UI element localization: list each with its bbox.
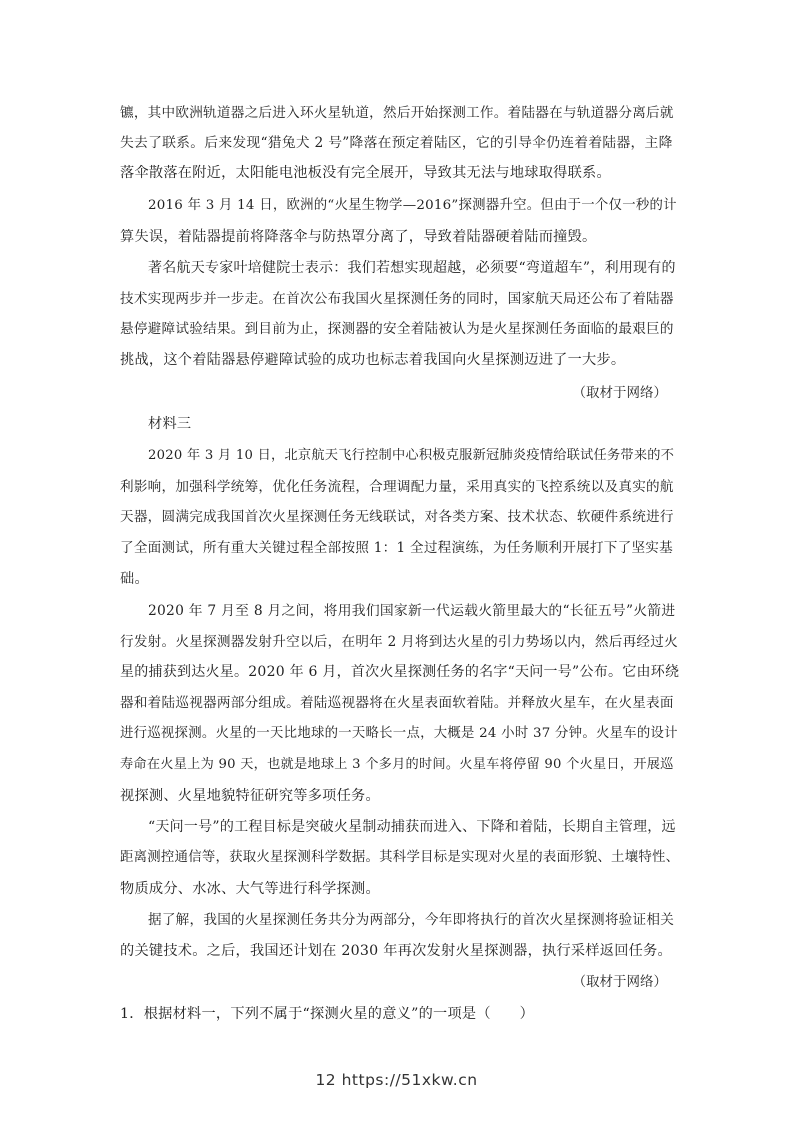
paragraph-line: 技术实现两步并一步走。在首次公布我国火星探测任务的同时，国家航天局还公布了着陆器: [120, 291, 674, 307]
paragraph-line: 挑战，这个着陆器悬停避障试验的成功也标志着我国向火星探测迈进了一大步。: [120, 352, 626, 368]
paragraph-line: 利影响，加强科学统筹，优化任务流程，合理调配力量，采用真实的飞控系统以及真实的航: [120, 479, 674, 495]
paragraph-line: 天器，圆满完成我国首次火星探测任务无线联试，对各类方案、技术状态、软硬件系统进行: [120, 509, 674, 525]
paragraph-line: 悬停避障试验结果。到目前为止，探测器的安全着陆被认为是火星探测任务面临的最艰巨的: [120, 321, 674, 337]
paragraph-line: 据了解，我国的火星探测任务共分为两部分，今年即将执行的首次火星探测将验证相关: [148, 912, 675, 928]
paragraph-line: 距离测控通信等，获取火星探测科学数据。其科学目标是实现对火星的表面形貌、土壤特性、: [120, 850, 680, 865]
paragraph-line: 算失误，着陆器提前将降落伞与防热罩分离了，导致着陆器硬着陆而撞毁。: [120, 229, 597, 245]
paragraph-line: 2020 年 7 月至 8 月之间，将用我们国家新一代运载火箭里最大的“长征五号”火箭进: [148, 603, 676, 619]
source-note: （取材于网络）: [572, 974, 667, 990]
paragraph-line: 进行巡视探测。火星的一天比地球的一天略长一点，大概是 24 小时 37 分钟。火星车的设计: [120, 726, 678, 741]
paragraph-line: 了全面测试，所有重大关键过程全部按照 1：1 全过程演练，为任务顺利开展打下了坚实基: [120, 540, 673, 556]
source-note: （取材于网络）: [572, 385, 667, 401]
paragraph-line: 星的捕获到达火星。2020 年 6 月，首次火星探测任务的名字“天问一号”公布。它由环绕: [120, 664, 680, 680]
paragraph-line: 的关键技术。之后，我国还计划在 2030 年再次发射火星探测器，执行采样返回任务。: [120, 943, 672, 959]
paragraph-line: “天问一号”的工程目标是突破火星制动捕获而进入、下降和着陆，长期自主管理，远: [148, 819, 676, 835]
paragraph-line: 落伞散落在附近，太阳能电池板没有完全展开，导致其无法与地球取得联系。: [120, 165, 611, 181]
paragraph-line: 视探测、火星地貌特征研究等多项任务。: [120, 788, 380, 804]
paragraph-line: 础。: [120, 571, 149, 587]
section-title: 材料三: [148, 416, 192, 432]
paragraph-line: 镳，其中欧洲轨道器之后进入环火星轨道，然后开始探测工作。着陆器在与轨道器分离后就: [120, 105, 674, 121]
paragraph-line: 行发射。火星探测器发射升空以后，在明年 2 月将到达火星的引力势场以内，然后再经过火: [120, 634, 678, 650]
paragraph-line: 器和着陆巡视器两部分组成。着陆巡视器将在火星表面软着陆。并释放火星车，在火星表面: [120, 695, 674, 711]
page-footer: 12 https://51xkw.cn: [315, 1071, 478, 1089]
paragraph-line: 2020 年 3 月 10 日，北京航天飞行控制中心积极克服新冠肺炎疫情给联试任务带来的不: [148, 448, 675, 463]
question-text: 1．根据材料一，下列不属于“探测火星的意义”的一项是（ ）: [120, 1006, 535, 1022]
paragraph-line: 物质成分、水冰、大气等进行科学探测。: [120, 881, 380, 897]
paragraph-line: 失去了联系。后来发现“猎兔犬 2 号”降落在预定着陆区，它的引导伞仍连着着陆器，主降: [120, 135, 673, 151]
paragraph-line: 2016 年 3 月 14 日，欧洲的“火星生物学—2016”探测器升空。但由于一个仅一秒的计: [148, 198, 677, 213]
paragraph-line: 寿命在火星上为 90 天，也就是地球上 3 个多月的时间。火星车将停留 90 个火星日，开展巡: [120, 757, 674, 772]
paragraph-line: 著名航天专家叶培健院士表示：我们若想实现超越，必须要“弯道超车”，利用现有的: [148, 260, 676, 276]
